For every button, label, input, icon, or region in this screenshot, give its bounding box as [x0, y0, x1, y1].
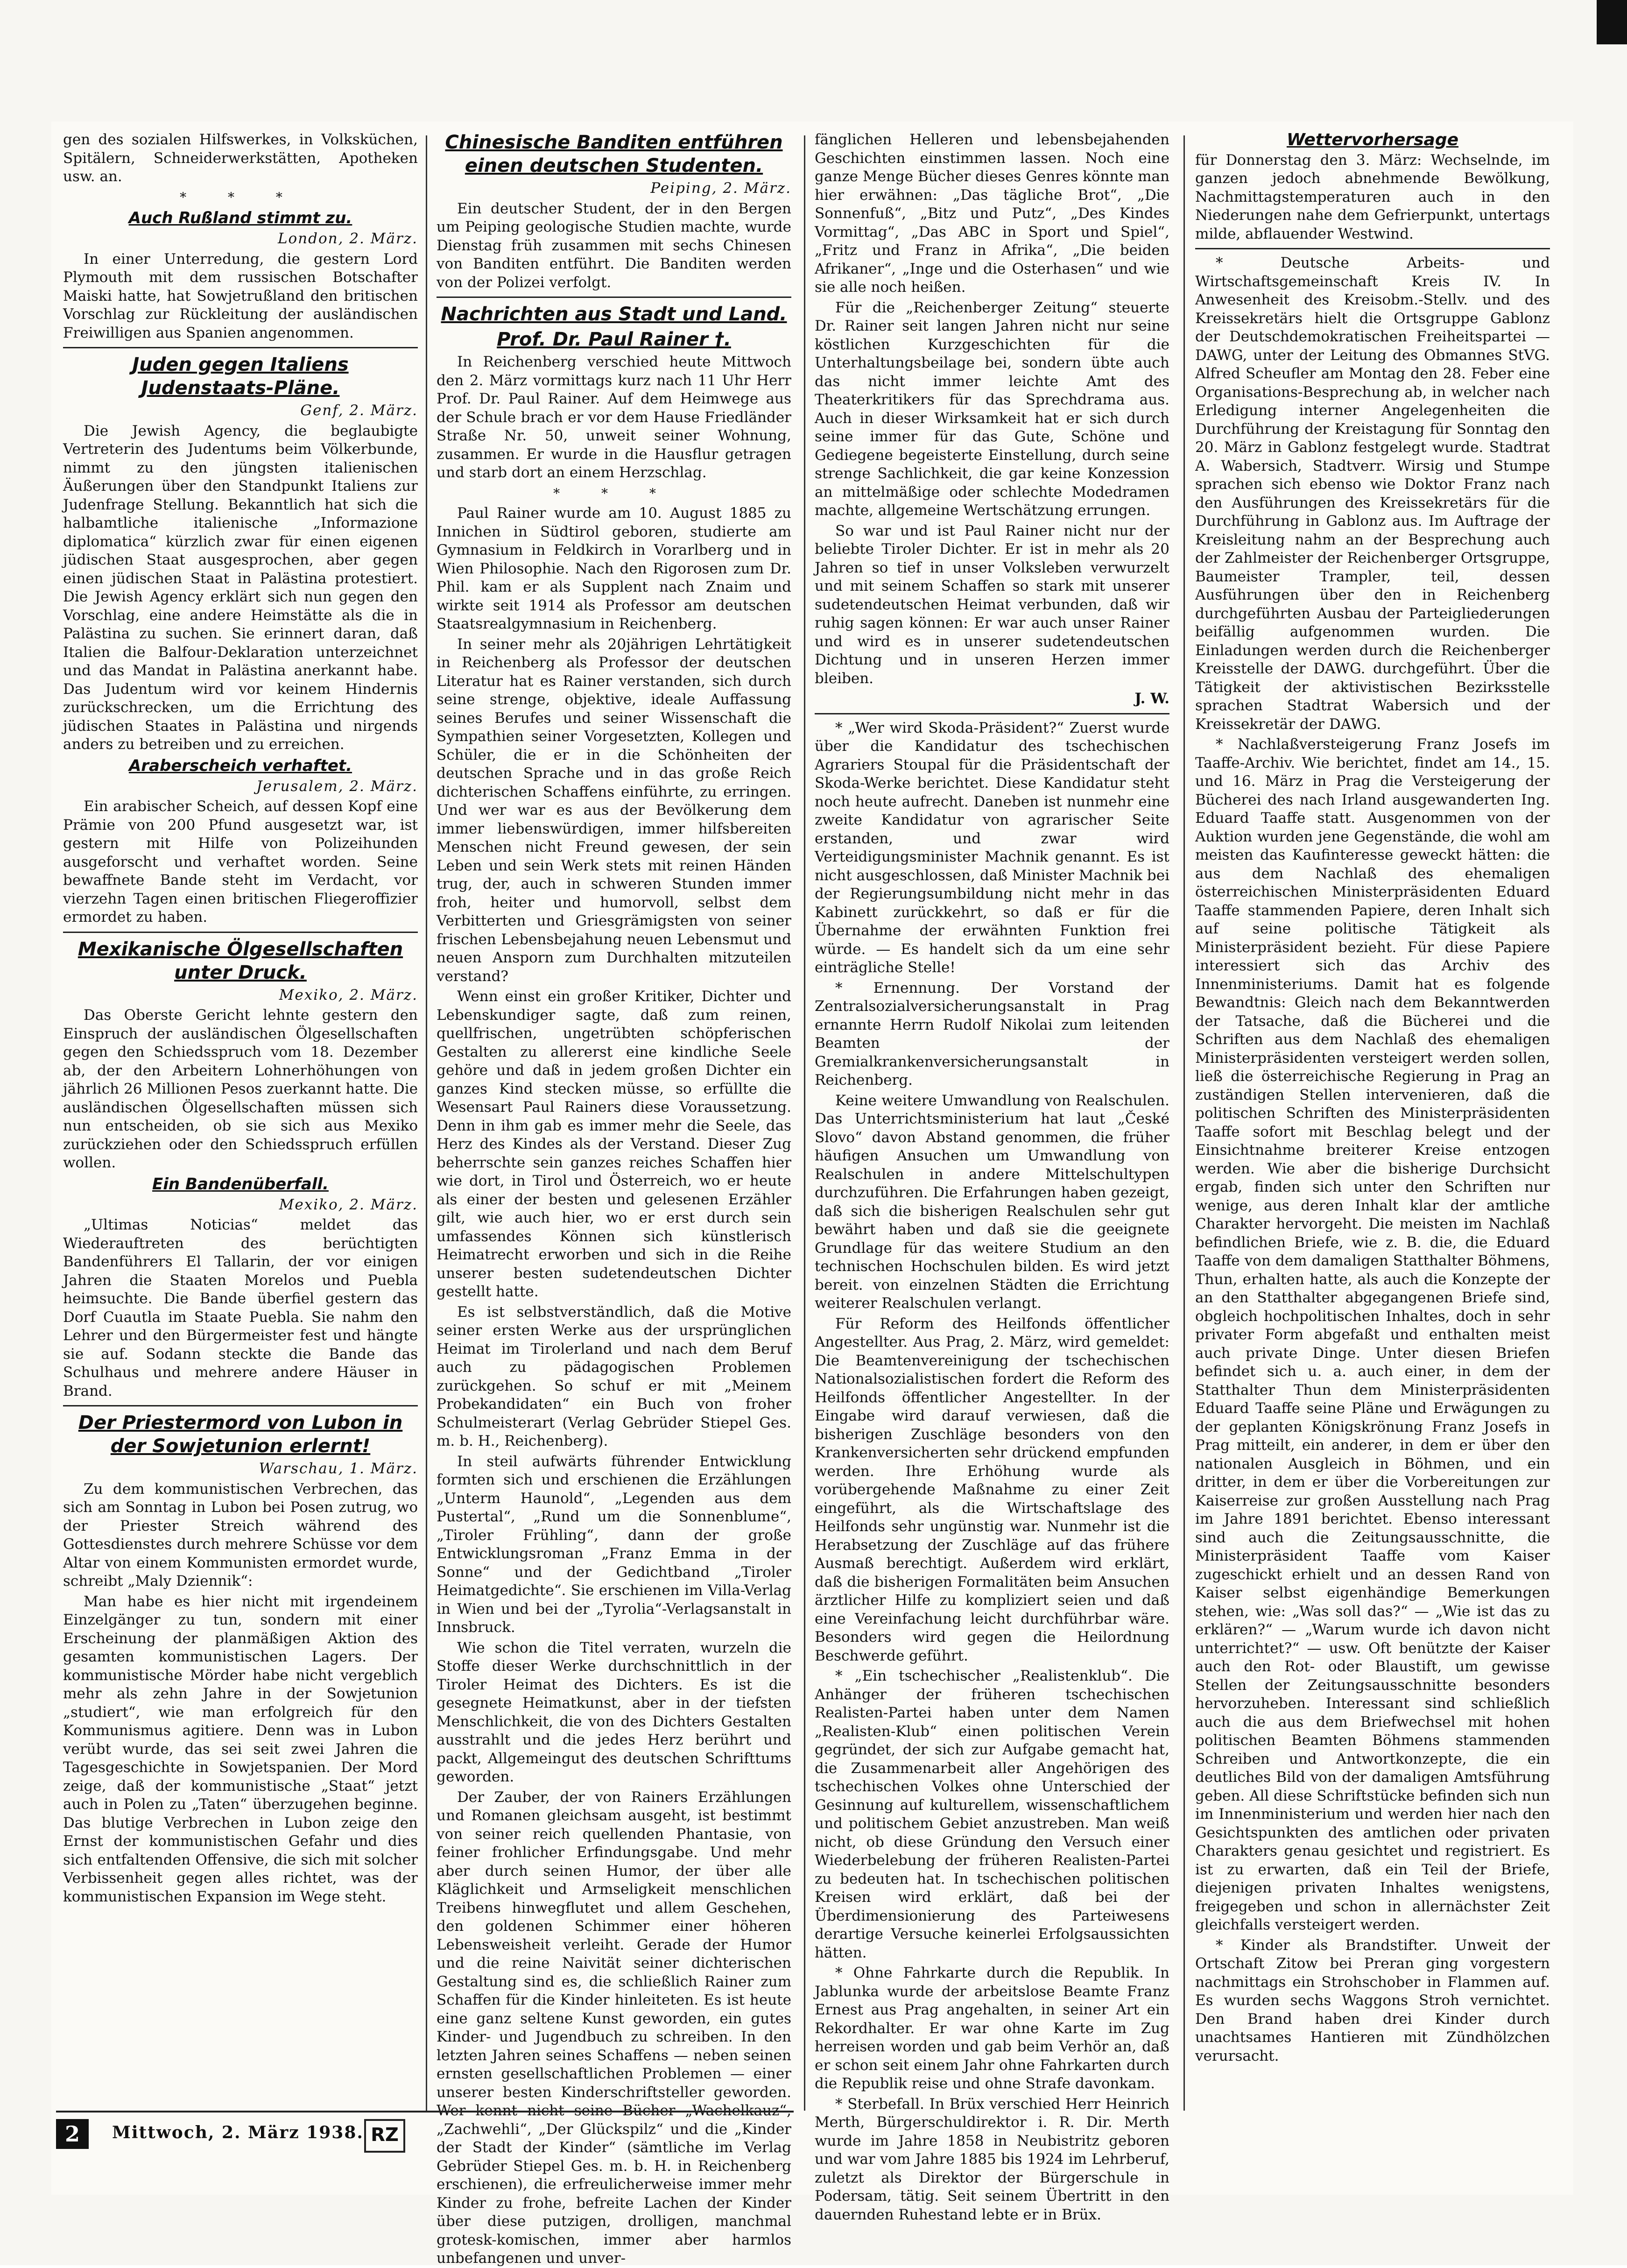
separator-stars: * * *: [553, 485, 675, 501]
article-text: In einer Unterredung, die gestern Lord Plymouth mit dem russischen Botschafter Maiski hatte, hat Sowjetrußland den britischen Vorschlag zur Rückleitung der ausländischen Freiwilligen aus Spanien angenommen.: [63, 250, 418, 341]
news-item: * Ohne Fahrkarte durch die Republik. In Jablunka wurde der arbeitslose Beamte Franz Ernest aus Prag angehalten, in seiner Art ein Rekordhalter. Er war ohne Karte im Zug herreisen worden und gab beim Verhör an, daß er schon seit einem Jahr ohne Fahrkarten durch die Republik reise und ohne Strafe davonkam.: [815, 1964, 1169, 2092]
news-item: * „Wer wird Skoda-Präsident?“ Zuerst wurde über die Kandidatur des tschechischen Agrariers Stoupal für die Präsidentschaft der Skoda-Werke berichtet. Diese Kandidatur steht noch heute aufrecht. Daneben ist nunmehr eine zweite Kandidatur von agrarischer Seite erstanden, und zwar wird Verteidigungsminister Machnik genannt. Es ist nicht ausgeschlossen, daß Minister Machnik bei der Regierungsumbildung nicht mehr in das Kabinett zurückkehrt, so daß er für die Übernahme der erwähnten Funktion frei würde. — Es handelt sich da um eine sehr einträgliche Stelle!: [815, 719, 1169, 976]
column-rule: [804, 135, 805, 2111]
article-text: Man habe es hier nicht mit irgendeinem Einzelgänger zu tun, sondern mit einer Erscheinung der planmäßigen Aktion des gesamten kommunistischen Lagers. Der kommunistische Mörder habe nicht vergeblich mehr als zehn Jahre in der Sowjetunion „studiert“, wie man erfolgreich für den Kommunismus agitiere. Denn was in Lubon verübt wurde, das sei seit zwei Jahren die Tagesgeschichte in Sowjetspanien. Der Mord zeige, daß der kommunistische „Staat“ jetzt auch in Polen zu „Taten“ überzugehen beginne. Das blutige Verbrechen in Lubon zeige den Ernst der kommunistischen Gefahr und dies sich entfaltenden Offensive, die sich mit solcher Verbissenheit gegen alles richtet, was der kommunistischen Expansion im Wege steht.: [63, 1593, 418, 1905]
headline: Juden gegen Italiens Judenstaats-Pläne.: [132, 354, 349, 399]
page-number: 2: [56, 2119, 89, 2149]
page-footer: [56, 2111, 794, 2155]
issue-date: Mittwoch, 2. März 1938.: [112, 2123, 364, 2142]
article-text: Der Zauber, der von Rainers Erzählungen und Romanen gleichsam ausgeht, ist bestimmt von seiner reich quellenden Phantasie, von feiner frohlicher Erfindungsgabe. Und mehr aber durch seinen Humor, der über alle Kläglichkeit und Armseligkeit menschlichen Treibens hinwegflutet und allem Geschehen, den goldenen Schimmer einer höheren Lebensweisheit verleiht. Gerade der Humor und die reine Naivität seiner dichterischen Gestaltung sind es, die schließlich Rainer zum Schaffen für die Kinder hinleiteten. Es ist heute eine ganz seltene Kunst geworden, ein gutes Kinder- und Jugendbuch zu schreiben. In den letzten Jahren seines Schaffens — neben seinen ernsten gesellschaftlichen Problemen — einer unserer besten Kinderschriftsteller geworden. Wer kennt nicht seine Bücher „Wachelkauz“, „Zachwehli“, „Der Glückspilz“ und die „Kinder der Stadt der Kinder“ (sämtliche im Verlag Gebrüder Stiepel Ges. m. b. H. in Reichenberg erschienen), die erfreulicherweise immer mehr Kinder zu frohe, befreite Lachen der Kinder über diese putzigen, drolligen, manchmal grotesk-komischen, immer aber harmlos unbefangenen und unver-: [437, 1788, 791, 2267]
separator-stars: * * *: [180, 189, 301, 205]
column-2: [437, 131, 791, 2267]
dateline: London, 2. März.: [277, 230, 418, 247]
weather-heading: Wettervorhersage: [1286, 130, 1459, 149]
headline: Auch Rußland stimmt zu.: [128, 209, 352, 227]
corner-mark: [1597, 0, 1627, 44]
section-heading: Nachrichten aus Stadt und Land.: [441, 304, 787, 325]
article-text: In steil aufwärts führender Entwicklung formten sich und erschienen die Erzählungen „Unterm Haunold“, „Legenden aus dem Pustertal“, „Rund um die Sonnenblume“, „Tiroler Frühling“, dann der große Entwicklungsroman „Franz Emma in der Sonne“ und der Gedichtband „Tiroler Heimatgedichte“. Sie erschienen im Villa-Verlag in Wien und bei der „Tyrolia“-Verlagsanstalt in Innsbruck.: [437, 1453, 791, 1636]
divider: [63, 347, 418, 348]
column-4: [1195, 131, 1550, 2106]
column-1: [63, 131, 418, 2106]
news-item: * Kinder als Brandstifter. Unweit der Ortschaft Zitow bei Preran ging vorgestern nachmittags ein Strohschober in Flammen auf. Es wurden sechs Waggons Stroh vernichtet. Den Brand haben drei Kinder durch unachtsames Hantieren mit Zündhölzchen verursacht.: [1195, 1936, 1550, 2064]
column-3: [815, 131, 1170, 2223]
author-signature: J. W.: [1134, 690, 1169, 707]
article-text: In seiner mehr als 20jährigen Lehrtätigkeit in Reichenberg als Professor der deutschen Literatur hat es Rainer verstanden, sich durch seine strenge, objektive, ideale Auffassung seines Berufes und seiner Wissenschaft die Sympathien seiner Vorgesetzten, Kollegen und Schüler, die er in die Schönheiten der deutschen Sprache und in das große Reich dichterischen Schaffens einführte, zu erringen. Und wer war es aus der Bevölkerung dem immer liebenswürdigen, immer hilfsbereiten Menschen nicht Freund gewesen, der sein Leben und sein Werk stets mit reinen Händen trug, der, auch in schweren Stunden immer froh, heiter und humorvoll, selbst dem Verbitterten und Griesgrämigsten von seiner frischen Lebensbejahung neuen Lebensmut und neuen Ansporn zum Durchhalten mitzuteilen verstand?: [437, 636, 791, 985]
article-text: Wie schon die Titel verraten, wurzeln die Stoffe dieser Werke durchschnittlich in der Tiroler Heimat des Dichters. Es ist die gesegnete Heimatkunst, aber in der tiefsten Menschlichkeit, die von des Dichters Gestalten ausstrahlt und die jedes Herz berührt und packt, Allgemeingut des deutschen Schrifttums geworden.: [437, 1639, 791, 1785]
news-item: Für Reform des Heilfonds öffentlicher Angestellter. Aus Prag, 2. März, wird gemeldet: Die Beamtenvereinigung der tschechischen Nationalsozialistischen fordert die Reform des Heilfonds öffentlicher Angestellter. In der Eingabe wird darauf verwiesen, daß die bisherigen Zuschläge besonders von den Krankenversicherten sehr drückend empfunden werden. Ihre Erhöhung wurde als vorübergehende Maßnahme zu einer Zeit eingeführt, als die Wirtschaftslage des Heilfonds sehr ungünstig war. Nunmehr ist die Herabsetzung der Zuschläge auf das frühere Ausmaß berechtigt. Außerdem wird erklärt, daß die bisherigen Formalitäten beim Ansuchen ärztlicher Hilfe zu kompliziert seien und daß eine Vereinfachung leicht durchführbar wäre. Besonders wird gegen die Heilordnung Beschwerde geführt.: [815, 1315, 1169, 1664]
divider: [1195, 248, 1550, 249]
article-text: Ein deutscher Student, der in den Bergen um Peiping geologische Studien machte, wurde Dienstag früh zusammen mit sechs Chinesen von Banditen entführt. Die Banditen werden von der Polizei verfolgt.: [437, 200, 791, 291]
article-text: Wenn einst ein großer Kritiker, Dichter und Lebenskundiger sagte, daß zum reinen, quellfrischen, ungetrübten schöpferischen Gestalten zu allererst eine kindliche Seele gehöre und daß in jedem großen Dichter ein ganzes Kind stecken müsse, so erfüllte die Wesensart Paul Rainers diese Voraussetzung. Denn in ihm gab es immer mehr die Seele, das Herz des Kindes als der Verstand. Dieser Zug beherrschte sein ganzes reiches Schaffen hier wie dort, in Tirol und Österreich, wo er heute als einer der besten und gelesenen Erzähler gilt, wie auch hier, wo er erst durch sein umfassendes Können sich künstlerisch Heimatrecht erworben und sich in die Reihe unserer besten sudetendeutschen Dichter gestellt hatte.: [437, 988, 791, 1300]
article-text: fänglichen Helleren und lebensbejahenden Geschichten einstimmen lassen. Noch eine ganze Menge Bücher dieses Genres könnte man hier erwähnen: „Das tägliche Brot“, „Die Sonnenfuß“, „Bitz und Putz“, „Des Kindes Vormittag“, „Das ABC in Sport und Spiel“, „Fritz und Franz in Afrika“, „Die beiden Afrikaner“, „Inge und die Osterhasen“ und wie sie alle noch heißen.: [815, 131, 1170, 296]
newspaper-logo: RZ: [364, 2119, 405, 2153]
dateline: Warschau, 1. März.: [259, 1460, 418, 1477]
news-item: * Sterbefall. In Brüx verschied Herr Heinrich Merth, Bürgerschuldirektor i. R. Dir. Merth wurde im Jahre 1858 in Neubistritz geboren und war vom Jahre 1885 bis 1924 im Lehrberuf, zuletzt als Direktor der Bürgerschule in Podersam, tätig. Seit seinem Übertritt in den dauernden Ruhestand lebte er in Brüx.: [815, 2095, 1169, 2223]
headline: Araberscheich verhaftet.: [128, 756, 352, 775]
headline: Mexikanische Ölgesellschaften unter Druck.: [77, 938, 403, 983]
article-text: „Ultimas Noticias“ meldet das Wiederauftreten des berüchtigten Bandenführers El Tallarin, der vor einigen Jahren die Staaten Morelos und Puebla heimsuchte. Die Bande überfiel gestern das Dorf Cuautla im Staate Puebla. Sie nahm den Lehrer und den Bürgermeister fest und hängte sie auf. Sodann steckte die Bande das Schulhaus und mehrere andere Häuser in Brand.: [63, 1216, 418, 1399]
headline: Der Priestermord von Lubon in der Sowjetunion erlernt!: [78, 1412, 403, 1457]
dateline: Peiping, 2. März.: [650, 180, 791, 197]
article-text: Zu dem kommunistischen Verbrechen, das sich am Sonntag in Lubon bei Posen zutrug, wo der Priester Streich während des Gottesdienstes durch mehrere Schüsse vor dem Altar von einem Kommunisten ermordet wurde, schreibt „Maly Dziennik“:: [63, 1480, 418, 1590]
news-item: * Ernennung. Der Vorstand der Zentralsozialversicherungsanstalt in Prag ernannte Herrn Rudolf Nikolai zum leitenden Beamten der Gremialkrankenversicherungsanstalt in Reichenberg.: [815, 979, 1169, 1088]
news-item: * Nachlaßversteigerung Franz Josefs im Taaffe-Archiv. Wie berichtet, findet am 14., 15. und 16. März in Prag die Versteigerung der Bücherei des nach Irland ausgewanderten Ing. Eduard Taaffe statt. Ausgenommen von der Auktion wurden jene Gegenstände, die wohl am meisten das Kaufinteresse geweckt hätten: die aus dem Nachlaß des ehemaligen österreichischen Ministerpräsidenten Eduard Taaffe stammenden Papiere, deren Inhalt sich auf seine politische Tätigkeit als Ministerpräsident bezieht. Für diese Papiere interessiert sich das Archiv des Innenministeriums. Damit hat es folgende Bewandtnis: Gleich nach dem Bekanntwerden der Tatsache, daß die Bücherei und die Schriften aus dem Nachlaß des ehemaligen Ministerpräsidenten versteigert werden sollen, ließ die österreichische Regierung in Prag an zuständigen Stellen intervenieren, daß die politischen Schriften des Ministerpräsidenten Taaffe sofort mit Beschlag belegt und der Einsichtnahme breiterer Kreise entzogen werden. Wie aber die bisherige Durchsicht ergab, finden sich unter den Schriften nur wenige, aus deren Inhalt klar der amtliche Charakter hervorgeht. Die meisten im Nachlaß befindlichen Briefe, wie z. B. die, die Eduard Taaffe von dem damaligen Statthalter Böhmens, Thun, erhalten hatte, als auch die Konzepte der an den Statthalter abgegangenen Briefe sind, obgleich hochpolitischen Inhaltes, doch in sehr privater Form abgefaßt und enthalten meist auch private Dinge. Unter diesen Briefen befindet sich u. a. auch einer, in dem der Statthalter Thun dem Ministerpräsidenten Eduard Taaffe seine Pläne und Erwägungen zu der geplanten Königskrönung Franz Josefs in Prag mitteilt, ein anderer, in dem er über den nationalen Ausgleich in Böhmen, und ein dritter, in dem er über die Vorbereitungen zur Kaiserreise zur großen Ausstellung nach Prag im Jahre 1891 berichtet. Ebenso interessant sind auch die Zeitungsausschnitte, die Ministerpräsident Taaffe vom Kaiser zugeschickt erhielt und an dessen Rand von Kaiser selbst eigenhändige Bemerkungen stehen, wie: „Was soll das?“ — „Wie ist das zu erklären?“ — „Warum wurde ich davon nicht unterrichtet?“ — usw. Oft benützte der Kaiser auch den Rot- oder Blaustift, um gewisse Stellen der Zeitungsausschnitte besonders hervorzuheben. Interessant sind schließlich auch die aus dem Briefwechsel mit hohen politischen Beamten Böhmens stammenden Schreiben und Antwortkonzepte, die ein deutliches Bild von der damaligen Amtsführung geben. All diese Schriftstücke befinden sich nun im Innenministerium und werden hier nach den Gesichtspunkten des amtlichen oder privaten Charakters genau gesichtet und registriert. Es ist zu erwarten, daß ein Teil der Briefe, diejenigen privaten Inhaltes wenigstens, freigegeben und schon in allernächster Zeit gleichfalls versteigert werden.: [1195, 736, 1550, 1933]
article-text: Es ist selbstverständlich, daß die Motive seiner ersten Werke aus der ursprünglichen Heimat im Tirolerland und nach dem Beruf auch zu pädagogischen Problemen zurückgehen. So schuf er mit „Meinem Probekandidaten“ ein Buch von froher Schulmeisterart (Verlag Gebrüder Stiepel Ges. m. b. H., Reichenberg).: [437, 1303, 791, 1449]
divider: [63, 932, 418, 933]
article-text: Für die „Reichenberger Zeitung“ steuerte Dr. Rainer seit langen Jahren nicht nur seine köstlichen Kurzgeschichten für die Unterhaltungsbeilage bei, sondern übte auch das nicht immer leichte Amt des Theaterkritikers für das Sprechdrama aus. Auch in dieser Wirksamkeit hat er sich durch seine immer für das Gute, Schöne und Gediegene begeisterte Einstellung, durch seine strenge Sachlichkeit, die gar keine Konzession an mittelmäßige oder schlechte Modedramen machte, allgemeine Wertschätzung errungen.: [815, 299, 1169, 519]
headline: Chinesische Banditen entführen einen deutschen Studenten.: [445, 132, 783, 177]
divider: [63, 1405, 418, 1406]
article-text: gen des sozialen Hilfswerkes, in Volksküchen, Spitälern, Schneiderwerkstätten, Apotheken usw. an.: [63, 131, 418, 185]
divider: [815, 713, 1169, 714]
dateline: Mexiko, 2. März.: [279, 1196, 418, 1213]
weather-forecast: für Donnerstag den 3. März: Wechselnde, im ganzen jedoch abnehmende Bewölkung, Nachmittagstemperaturen auch in den Niederungen nahe dem Gefrierpunkt, untertags milde, abflauender Westwind.: [1195, 151, 1550, 242]
headline: Ein Bandenüberfall.: [152, 1174, 329, 1194]
news-item: * „Ein tschechischer „Realistenklub“. Die Anhänger der früheren tschechischen Realisten-Partei haben unter dem Namen „Realisten-Klub“ einen politischen Verein gegründet, der sich zur Aufgabe gemacht hat, die Zusammenarbeit aller Angehörigen des tschechischen Volkes ohne Unterschied der Gesinnung auf kulturellem, wissenschaftlichem und politischem Gebiet anzustreben. Man weiß nicht, ob diese Gründung den Versuch einer Wiederbelebung der früheren Realisten-Partei zu bedeuten hat. In tschechischen politischen Kreisen wird erklärt, daß bei der Überdimensionierung des Parteiwesens derartige Versuche keinerlei Erfolgsaussichten hätten.: [815, 1667, 1169, 1961]
article-text: In Reichenberg verschied heute Mittwoch den 2. März vormittags kurz nach 11 Uhr Herr Prof. Dr. Paul Rainer. Auf dem Heimwege aus der Schule brach er vor dem Hause Friedländer Straße Nr. 50, unweit seiner Wohnung, zusammen. Er wurde in die Hausflur getragen und starb dort an einem Herzschlag.: [437, 353, 791, 481]
headline: Prof. Dr. Paul Rainer †.: [497, 329, 731, 350]
column-rule: [1183, 135, 1185, 2111]
article-text: Paul Rainer wurde am 10. August 1885 zu Innichen in Südtirol geboren, studierte am Gymnasium in Feldkirch in Vorarlberg und in Wien Philosophie. Nach den Rigorosen zum Dr. Phil. kam er als Supplent nach Znaim und wirkte seit 1914 als Professor am deutschen Staatsrealgymnasium in Reichenberg.: [437, 505, 791, 632]
divider: [437, 297, 791, 298]
article-text: Das Oberste Gericht lehnte gestern den Einspruch der ausländischen Ölgesellschaften gegen den Schiedsspruch vom 18. Dezember ab, der den Arbeitern Lohnerhöhungen von jährlich 26 Millionen Pesos zuerkannt hatte. Die ausländischen Ölgesellschaften müssen sich nun entscheiden, ob sie sich aus Mexiko zurückziehen oder den Schiedsspruch erfüllen wollen.: [63, 1007, 418, 1171]
article-text: Die Jewish Agency, die beglaubigte Vertreterin des Judentums beim Völkerbunde, nimmt zu den jüngsten italienischen Äußerungen über den Standpunkt Italiens zur Judenfrage Stellung. Bekanntlich hat sich die halbamtliche italienische „Informazione diplomatica“ kürzlich zwar für einen eigenen jüdischen Staat ausgesprochen, aber gegen einen jüdischen Staat in Palästina protestiert. Die Jewish Agency erklärt sich nun gegen den Vorschlag, eine andere Heimstätte als die in Palästina zu suchen. Sie erinnert daran, daß Italien die Balfour-Deklaration unterzeichnet und das Mandat in Palästina anerkannt habe. Das Judentum wird vor keinem Hindernis zurückschrecken, um die Errichtung des jüdischen Staates in Palästina und nirgends anders zu betreiben und zu erreichen.: [63, 422, 418, 753]
dateline: Jerusalem, 2. März.: [256, 777, 418, 795]
column-rule: [426, 135, 427, 2111]
dateline: Genf, 2. März.: [300, 402, 418, 419]
news-item: Keine weitere Umwandlung von Realschulen. Das Unterrichtsministerium hat laut „České Slovo“ davon Abstand genommen, die früher häufigen Ansuchen um Umwandlung von Realschulen in andere Mittelschultypen durchzuführen. Die Erfahrungen haben gezeigt, daß sich die bisherigen Realschulen sehr gut bewährt haben und daß sie die geeignete Grundlage für das weitere Studium an den technischen Hochschulen bilden. Es wird jetzt bereit. von einzelnen Städten die Errichtung weiterer Realschulen verlangt.: [815, 1092, 1169, 1312]
dateline: Mexiko, 2. März.: [279, 986, 418, 1003]
article-text: So war und ist Paul Rainer nicht nur der beliebte Tiroler Dichter. Er ist in mehr als 20 Jahren so tief in unser Volksleben verwurzelt und mit seinem Schaffen so stark mit unserer sudetendeutschen Heimat verbunden, daß wir ruhig sagen können: Er war auch unser Rainer und wird es in unserer sudetendeutschen Dichtung und in unseren Herzen immer bleiben.: [815, 522, 1169, 687]
article-text: Ein arabischer Scheich, auf dessen Kopf eine Prämie von 200 Pfund ausgesetzt war, ist gestern mit Hilfe von Polizeihunden ausgeforscht und verhaftet worden. Seine bewaffnete Bande steht im Verdacht, vor vierzehn Tagen einen britischen Fliegeroffizier ermordet zu haben.: [63, 798, 418, 926]
news-item: * Deutsche Arbeits- und Wirtschaftsgemeinschaft Kreis IV. In Anwesenheit des Kreisobm.-Stellv. und des Kreissekretärs hielt die Ortsgruppe Gablonz der Deutschdemokratischen Freiheitspartei — DAWG, unter der Leitung des Obmannes StVG. Alfred Scheufler am Montag den 28. Feber eine Organisations-Besprechung ab, in welcher nach Erledigung interner Angelegenheiten die Durchführung der Kreistagung für Sonntag den 20. März in Gablonz festgelegt wurde. Stadtrat A. Wabersich, Stadtverr. Wirsig und Stumpe sprachen sich ebenso wie Doktor Franz nach den Ausführungen des Kreissekretärs für die Durchführung in Gablonz aus. Im Auftrage der Kreisleitung nahm an der Besprechung auch der Zahlmeister der Reichenberger Ortsgruppe, Baumeister Trampler, teil, dessen Ausführungen über den in Reichenberg durchgeführten Ausbau der Parteigliederungen beifällig aufgenommen wurden. Die Einladungen werden durch die Reichenberger Kreisstelle der DAWG. durchgeführt. Über die Tätigkeit der aktivistischen Bezirksstelle sprachen Stadtrat Wabersich und der Kreissekretär der DAWG.: [1195, 254, 1550, 733]
